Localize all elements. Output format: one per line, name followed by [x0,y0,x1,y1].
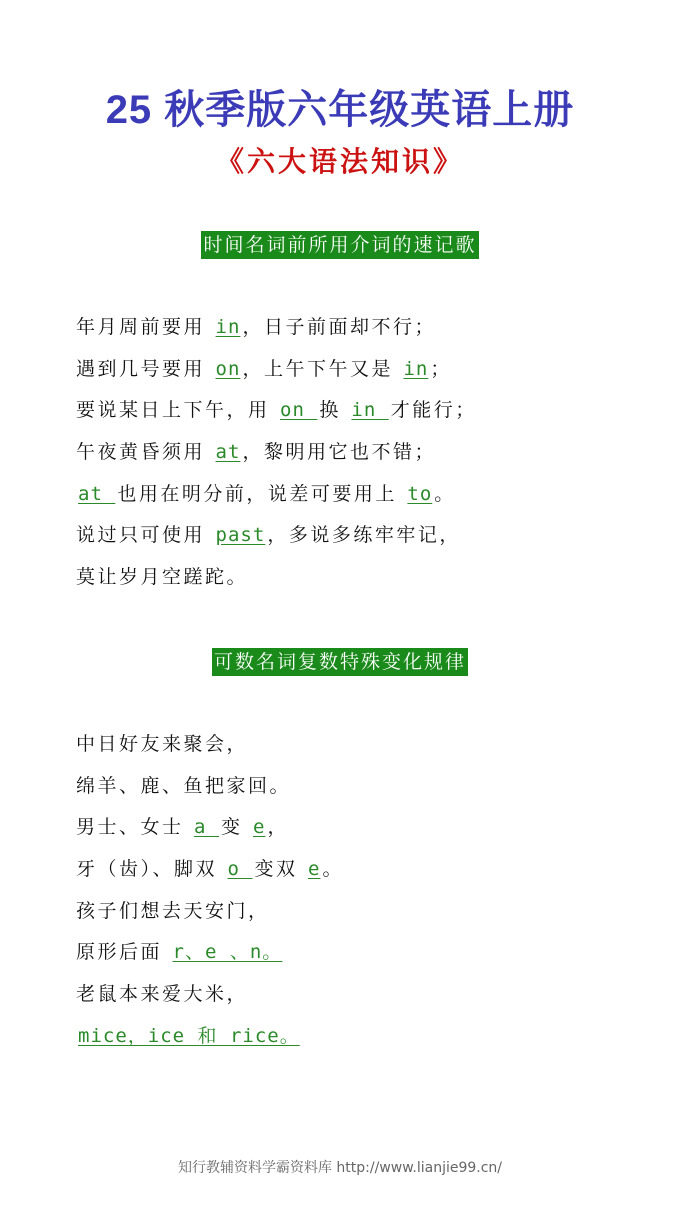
section-2-lines [76,731,636,1065]
page-title: 25 秋季版六年级英语上册 [105,88,575,132]
english-keyword: at [78,482,116,505]
english-keyword: mice，ice 和 rice。 [78,1024,300,1047]
verse-text: 午夜黄昏须用 [76,441,214,464]
english-keyword: in [351,399,389,422]
section2-line [76,814,636,856]
verse-text: 变 [220,816,251,839]
section1-line [76,522,636,564]
section2-line [76,981,636,1023]
english-keyword: r、e 、n。 [172,941,283,964]
verse-text: ， [267,816,289,839]
verse-text: 才能行； [390,399,477,422]
verse-text: 中日好友来聚会， [76,733,249,755]
section1-line [76,481,636,523]
verse-text: 男士、女士 [76,816,193,839]
section2-line [76,856,636,898]
section1-line [76,397,636,439]
section2-line [76,939,636,981]
verse-text: 绵羊、鹿、鱼把家回。 [76,774,292,797]
verse-text: 。 [434,482,456,505]
section1-line [76,356,636,398]
section-1-heading-text: 时间名词前所用介词的速记歌 [201,231,478,259]
verse-text: ，日子前面却不行； [242,316,436,338]
verse-text: ； [430,357,452,380]
verse-text: 莫让岁月空蹉跎。 [76,566,249,589]
section-2-heading-text: 可数名词复数特殊变化规律 [212,648,468,676]
verse-text: 也用在明分前，说差可要用上 [117,482,406,505]
verse-text: 换 [319,399,350,422]
page-subtitle: 《六大语法知识》 [215,145,464,178]
english-keyword: a [194,816,219,839]
english-keyword: at [215,441,241,464]
english-keyword: on [215,357,241,380]
verse-text: ，多说多练牢牢记， [267,524,461,547]
english-keyword: e [252,816,266,839]
english-keyword: to [407,482,433,505]
section1-line [76,314,636,356]
section1-line [76,564,636,606]
english-keyword: in [403,357,429,380]
section2-line [76,773,636,815]
verse-text: 原形后面 [76,941,171,964]
verse-text: 牙（齿）、脚双 [76,858,226,881]
verse-text: ，上午下午又是 [242,357,402,380]
verse-text: 遇到几号要用 [76,357,214,380]
verse-text: 变双 [254,858,306,881]
english-keyword: past [215,524,266,547]
verse-text: 要说某日上下午，用 [76,399,279,422]
verse-text: 说过只可使用 [76,524,214,547]
english-keyword: on [280,399,318,422]
footer-source: 知行教辅资料学霸资料库 http://www.lianjie99.cn/ [177,1160,503,1176]
verse-text: 。 [322,858,344,881]
verse-text: 年月周前要用 [76,316,214,338]
verse-text: 老鼠本来爱大米， [76,983,249,1006]
verse-text: 孩子们想去天安门， [76,899,270,922]
section-2-heading [0,648,680,676]
section1-line [76,439,636,481]
english-keyword: e [307,858,321,881]
english-keyword: in [215,316,241,338]
section2-line [76,898,636,940]
verse-text: ，黎明用它也不错； [242,441,436,464]
english-keyword: o [227,858,253,881]
section2-line [76,731,636,773]
section-1-heading [0,231,680,259]
section2-line [76,1023,636,1065]
section-1-lines [76,314,636,606]
